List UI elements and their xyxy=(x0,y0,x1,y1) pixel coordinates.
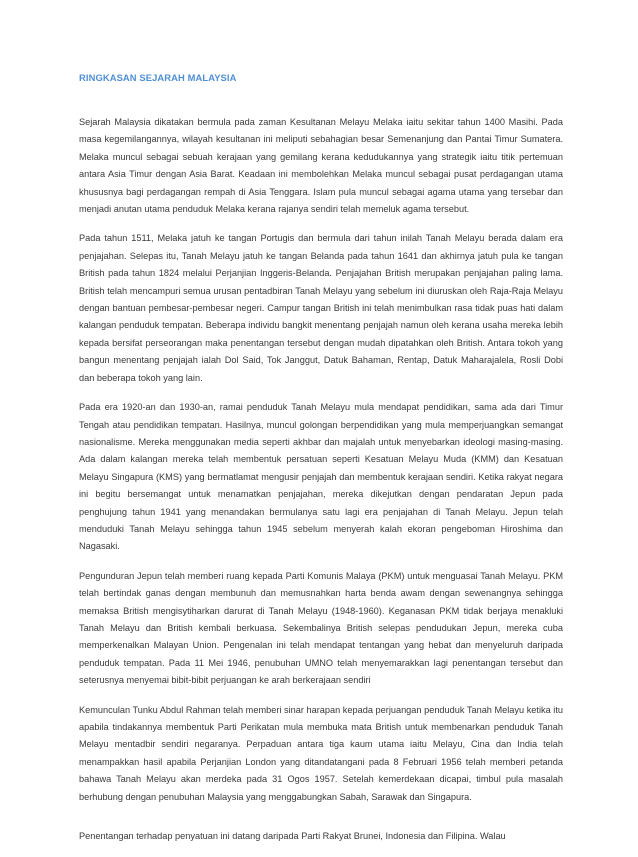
paragraph-4: Pengunduran Jepun telah memberi ruang kepada Parti Komunis Malaya (PKM) untuk menguasai Tanah Melayu. PKM telah bertindak ganas dengan membunuh dan memusnahkan harta benda awam dengan sewenangnya sehingga memaksa British mengisytiharkan darurat di Tanah Melayu (1948-1960). Keganasan PKM tidak berjaya menakluki Tanah Melayu dan British kembali berkuasa. Sekembalinya British selepas pendudukan Jepun, mereka cuba memperkenalkan Malayan Union. Pengenalan ini telah mendapat tentangan yang hebat dan menyeluruh daripada penduduk tempatan. Pada 11 Mei 1946, penubuhan UMNO telah menyemarakkan lagi penentangan tersebut dan seterusnya menyemai bibit-bibit perjuangan ke arah berkerajaan sendiri xyxy=(79,570,563,686)
paragraph-1: Sejarah Malaysia dikatakan bermula pada zaman Kesultanan Melayu Melaka iaitu sekitar tahun 1400 Masihi. Pada masa kegemilangannya, wilayah kesultanan ini meliputi sebahagian besar Semenanjung dan Pantai Timur Sumatera. Melaka muncul sebagai sebuah kerajaan yang gemilang kerana kedudukannya yang strategik iaitu titik pertemuan antara Asia Timur dengan Asia Barat. Keadaan ini membolehkan Melaka muncul sebagai pusat perdagangan utama khususnya bagi perdagangan rempah di Asia Tenggara. Islam pula muncul sebagai agama utama yang tersebar dan menjadi anutan utama penduduk Melaka kerana rajanya sendiri telah memeluk agama tersebut. xyxy=(79,117,563,215)
document-title: RINGKASAN SEJARAH MALAYSIA xyxy=(79,72,237,83)
paragraph-6: Penentangan terhadap penyatuan ini datang daripada Parti Rakyat Brunei, Indonesia dan Filipina. Walau xyxy=(79,831,506,842)
document-page xyxy=(79,72,563,857)
paragraph-2: Pada tahun 1511, Melaka jatuh ke tangan Portugis dan bermula dari tahun inilah Tanah Melayu berada dalam era penjajahan. Selepas itu, Tanah Melayu jatuh ke tangan Belanda pada tahun 1641 dan akhirnya jatuh pula ke tangan British pada tahun 1824 melalui Perjanjian Inggeris-Belanda. Penjajahan British merupakan penjajahan paling lama. British telah mencampuri semua urusan pentadbiran Tanah Melayu yang sebelum ini diuruskan oleh Raja-Raja Melayu dengan bantuan pembesar-pembesar negeri. Campur tangan British ini telah menimbulkan rasa tidak puas hati dalam kalangan penduduk tempatan. Beberapa individu bangkit menentang penjajah namun oleh kerana usaha mereka lebih kepada bersifat perseorangan maka penentangan tersebut dengan mudah dipatahkan oleh British. Antara tokoh yang bangun menentang penjajah ialah Dol Said, Tok Janggut, Datuk Bahaman, Rentap, Datuk Maharajalela, Rosli Dobi dan beberapa tokoh yang lain. xyxy=(79,233,563,383)
paragraph-5: Kemunculan Tunku Abdul Rahman telah memberi sinar harapan kepada perjuangan penduduk Tanah Melayu ketika itu apabila tindakannya membentuk Parti Perikatan mula membuka mata British untuk membenarkan penduduk Tanah Melayu mentadbir sendiri negaranya. Perpaduan antara tiga kaum utama iaitu Melayu, Cina dan India telah menampakkan hasil apabila Perjanjian London yang ditandatangani pada 8 Februari 1956 telah memberi petanda bahawa Tanah Melayu akan merdeka pada 31 Ogos 1957. Setelah kemerdekaan dicapai, timbul pula masalah berhubung dengan penubuhan Malaysia yang menggabungkan Sabah, Sarawak dan Singapura. xyxy=(79,704,563,802)
paragraph-3: Pada era 1920-an dan 1930-an, ramai penduduk Tanah Melayu mula mendapat pendidikan, sama ada dari Timur Tengah atau pendidikan tempatan. Hasilnya, muncul golongan berpendidikan yang mula memperjuangkan semangat nasionalisme. Mereka menggunakan media seperti akhbar dan majalah untuk menyebarkan ideologi masing-masing. Ada dalam kalangan mereka telah membentuk persatuan seperti Kesatuan Melayu Muda (KMM) dan Kesatuan Melayu Singapura (KMS) yang bermatlamat mengusir penjajah dan membentuk kerajaan sendiri. Ketika rakyat negara ini begitu bersemangat untuk menamatkan penjajahan, mereka dikejutkan dengan pendaratan Jepun pada penghujung tahun 1941 yang menandakan bermulanya satu lagi era penjajahan di Tanah Melayu. Jepun telah menduduki Tanah Melayu sehingga tahun 1945 sebelum menyerah kalah ekoran pengeboman Hiroshima dan Nagasaki. xyxy=(79,402,563,552)
